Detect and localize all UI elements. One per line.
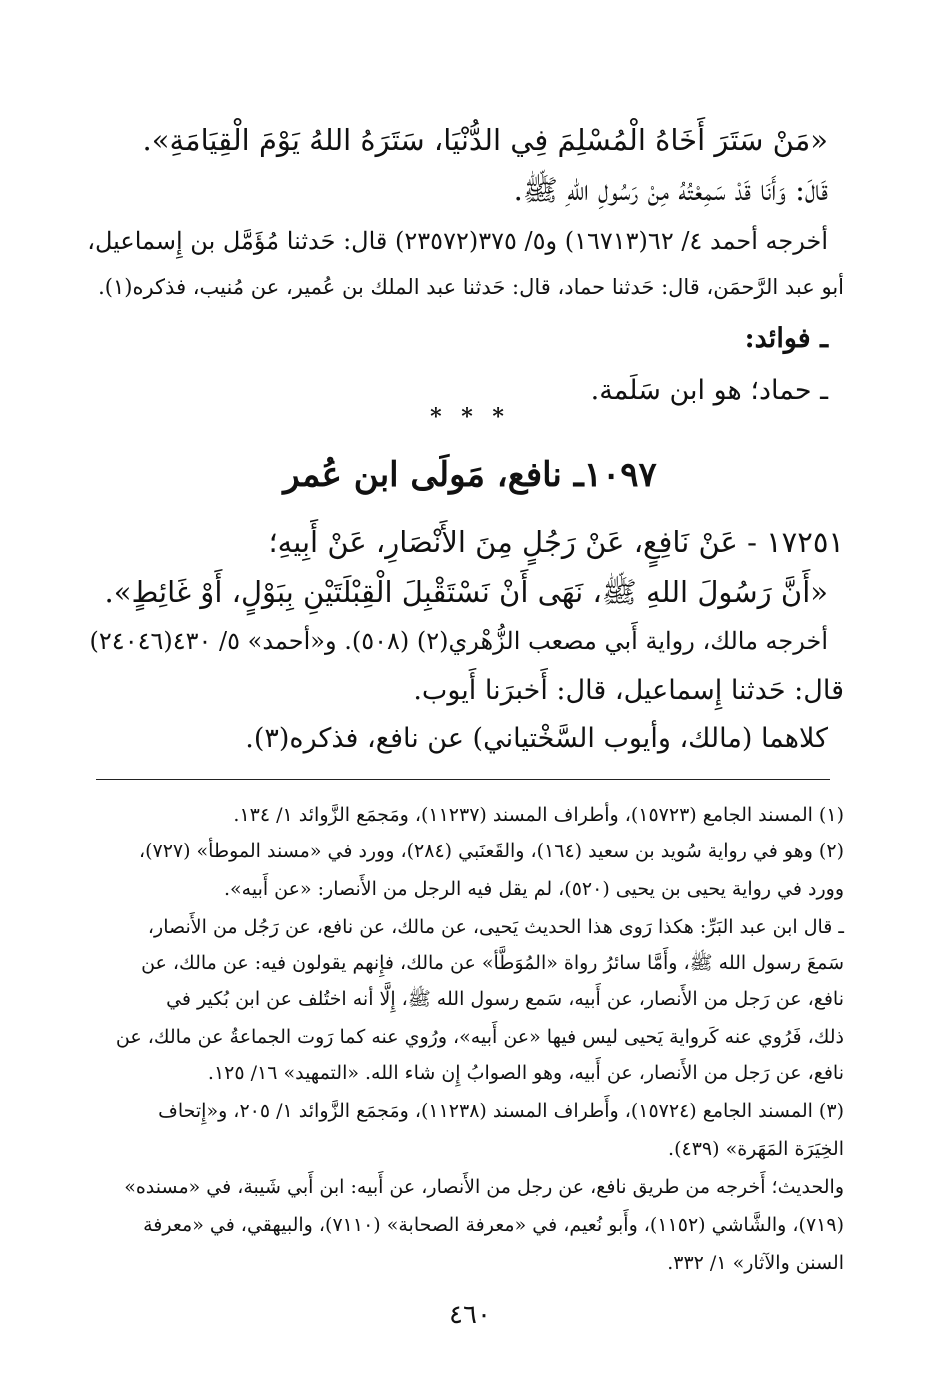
qala-line: قَالَ: وَأَنَا قَدْ سَمِعْتُهُ مِنْ رَسُولِ اللهِ ﷺ. [513, 173, 828, 207]
section-heading: ١٠٩٧ـ نافع، مَولَى ابن عُمر [283, 455, 657, 495]
footnote-2-line-1: (٢) وهو في رواية سُويد بن سعيد (١٦٤)، والقَعنَبي (٢٨٤)، وورد في «مسند الموطأ» (٧٢٧)، [138, 840, 844, 862]
page-number: ٤٦٠ [449, 1300, 491, 1330]
hadith-quote: «مَنْ سَتَرَ أَخَاهُ الْمُسْلِمَ فِي الدُّنْيَا، سَتَرَهُ اللهُ يَوْمَ الْقِيَامَةِ». [142, 123, 828, 157]
takhrij-line-1: أخرجه أحمد ٤/ ٦٢(١٦٧١٣) و٥/ ٣٧٥(٢٣٥٧٢) قال: حَدثنا مُؤَمَّل بن إِسماعيل، [87, 227, 828, 255]
footnote-3-line-3: والحديث؛ أَخرجه من طريق نافع، عن رجل من الأَنصار، عن أَبيه: ابن أَبي شَيبة، في «مسنده» [124, 1176, 844, 1198]
footnote-3-line-5: السنن والآثار» ١/ ٣٣٢. [667, 1252, 844, 1274]
takhrij-line-5: كلاهما (مالك، وأيوب السَّخْتياني) عن نافع، فذكره(٣). [245, 723, 828, 754]
footnote-separator [96, 779, 830, 780]
footnote-2-line-2: وورد في رواية يحيى بن يحيى (٥٢٠)، لم يقل فيه الرجل من الأَنصار: «عن أَبيه». [223, 878, 844, 900]
fawaid-title: ـ فوائد: [744, 323, 828, 354]
takhrij-line-4: قال: حَدثنا إِسماعيل، قال: أَخبرَنا أَيوب. [413, 675, 844, 706]
takhrij-line-2: أبو عبد الرَّحمَن، قال: حَدثنا حماد، قال: حَدثنا عبد الملك بن عُمير، عن مُنيب، فذكره(١). [98, 275, 844, 299]
takhrij-line-3: أخرجه مالك، رواية أَبي مصعب الزُّهْري(٢) (٥٠٨). و«أحمد» ٥/ ٤٣٠(٢٤٠٤٦) [89, 627, 828, 655]
footnote-1: (١) المسند الجامع (١٥٧٢٣)، وأطراف المسند (١١٢٣٧)، ومَجمَع الزَّوائد ١/ ١٣٤. [233, 804, 844, 826]
section-separator-stars: * * * [430, 404, 510, 430]
footnote-3-line-4: (٧١٩)، والشَّاشي (١١٥٢)، وأَبو نُعيم، في «معرفة الصحابة» (٧١١٠)، والبيهقي، في «معرفة [143, 1214, 844, 1236]
footnote-2-line-5: نافع، عن رَجل من الأَنصار، عن أَبيه، سَمع رسول الله ﷺ، إِلَّا أنه اختُلف عن ابن بُكير في [166, 988, 844, 1010]
footnote-3-line-1: (٣) المسند الجامع (١٥٧٢٤)، وأَطراف المسند (١١٢٣٨)، ومَجمَع الزَّوائد ١/ ٢٠٥، و«إِتحاف [158, 1100, 844, 1122]
footnote-2-line-3: ـ قال ابن عبد البَرِّ: هكذا رَوى هذا الحديث يَحيى، عن مالك، عن نافع، عن رَجُل من الأَنصار، [147, 916, 844, 938]
fawaid-item: ـ حماد؛ هو ابن سَلَمة. [590, 375, 828, 406]
hadith-text: «أَنَّ رَسُولَ اللهِ ﷺ، نَهَى أَنْ نَسْتَقْبِلَ الْقِبْلَتَيْنِ بِبَوْلٍ، أَوْ غَائِطٍ». [104, 575, 828, 609]
hadith-number-line: ١٧٢٥١ - عَنْ نَافِعٍ، عَنْ رَجُلٍ مِنَ الأَنْصَارِ، عَنْ أَبِيهِ؛ [268, 525, 844, 559]
footnote-3-line-2: الخِيَرَة المَهَرة» (٤٣٩). [668, 1138, 844, 1160]
footnote-2-line-4: سَمعَ رسول الله ﷺ، وأَمَّا سائرُ رواة «المُوَطَّأ» عن مالك، فإِنهم يقولون فيه: عن مالك، عن [141, 952, 844, 974]
footnote-2-line-7: نافع، عن رَجل من الأَنصار، عن أَبيه، وهو الصوابُ إِن شاء الله. «التمهيد» ١٦/ ١٢٥. [207, 1062, 844, 1084]
footnote-2-line-6: ذلك، فَرُوي عنه كَرواية يَحيى ليس فيها «عن أَبيه»، ورُوي عنه كما رَوت الجماعةُ عن مالك، عن [115, 1026, 844, 1048]
